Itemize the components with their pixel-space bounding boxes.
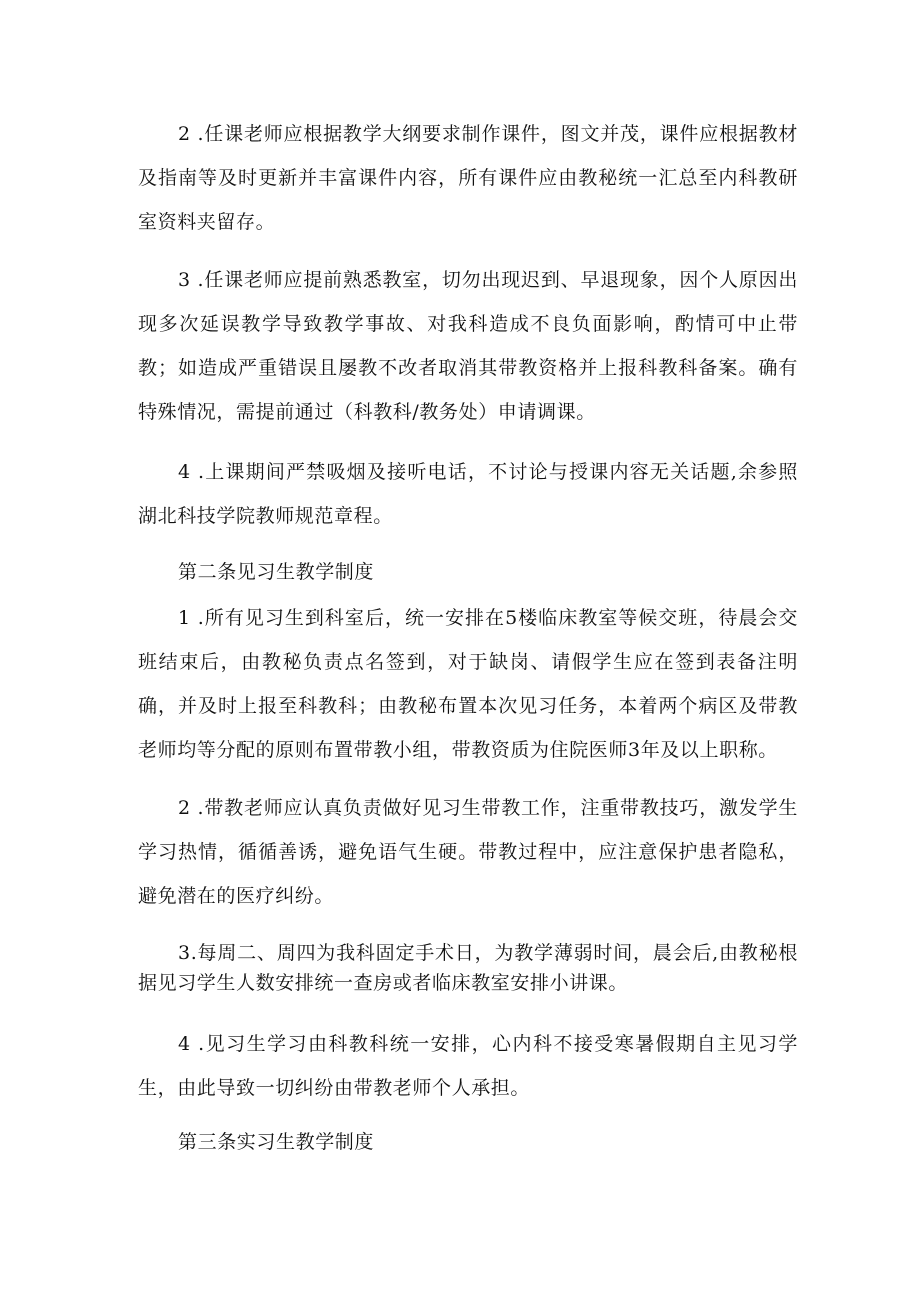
- paragraph-observation-arrangement: 1 .所有见习生到科室后，统一安排在5楼临床教室等候交班，待晨会交班结束后，由教秘负责点名签到，对于缺岗、请假学生应在签到表备注明确，并及时上报至科教科；由教秘布置本次见习任务，本着两个病区及带教老师均等分配的原则布置带教小组，带教资质为住院医师3年及以上职称。: [138, 607, 798, 761]
- paragraph-courseware: 2 .任课老师应根据教学大纲要求制作课件，图文并茂，课件应根据教材及指南等及时更新并丰富课件内容，所有课件应由教秘统一汇总至内科教研室资料夹留存。: [138, 123, 798, 233]
- paragraph-class-conduct: 4 .上课期间严禁吸烟及接听电话，不讨论与授课内容无关话题,余参照湖北科技学院教师规范章程。: [138, 461, 798, 527]
- paragraph-classroom-attendance: 3 .任课老师应提前熟悉教室，切勿出现迟到、早退现象，因个人原因出现多次延误教学导致教学事故、对我科造成不良负面影响，酌情可中止带教；如造成严重错误且屡教不改者取消其带教资格并上报科教科备案。确有特殊情况，需提前通过（科教科/教务处）申请调课。: [138, 269, 798, 423]
- paragraph-observation-scheduling: 4 .见习生学习由科教科统一安排，心内科不接受寒暑假期自主见习学生，由此导致一切纠纷由带教老师个人承担。: [138, 1033, 798, 1099]
- section-title-internship: 第三条实习生教学制度: [178, 1131, 375, 1153]
- section-title-intern-observation: 第二条见习生教学制度: [178, 561, 375, 583]
- paragraph-teacher-duty: 2 .带教老师应认真负责做好见习生带教工作，注重带教技巧，激发学生学习热情，循循善诱，避免语气生硬。带教过程中，应注意保护患者隐私，避免潜在的医疗纠纷。: [138, 797, 798, 907]
- paragraph-surgery-days: 3.每周二、周四为我科固定手术日，为教学薄弱时间，晨会后,由教秘根据见习学生人数安排统一查房或者临床教室安排小讲课。: [138, 942, 798, 994]
